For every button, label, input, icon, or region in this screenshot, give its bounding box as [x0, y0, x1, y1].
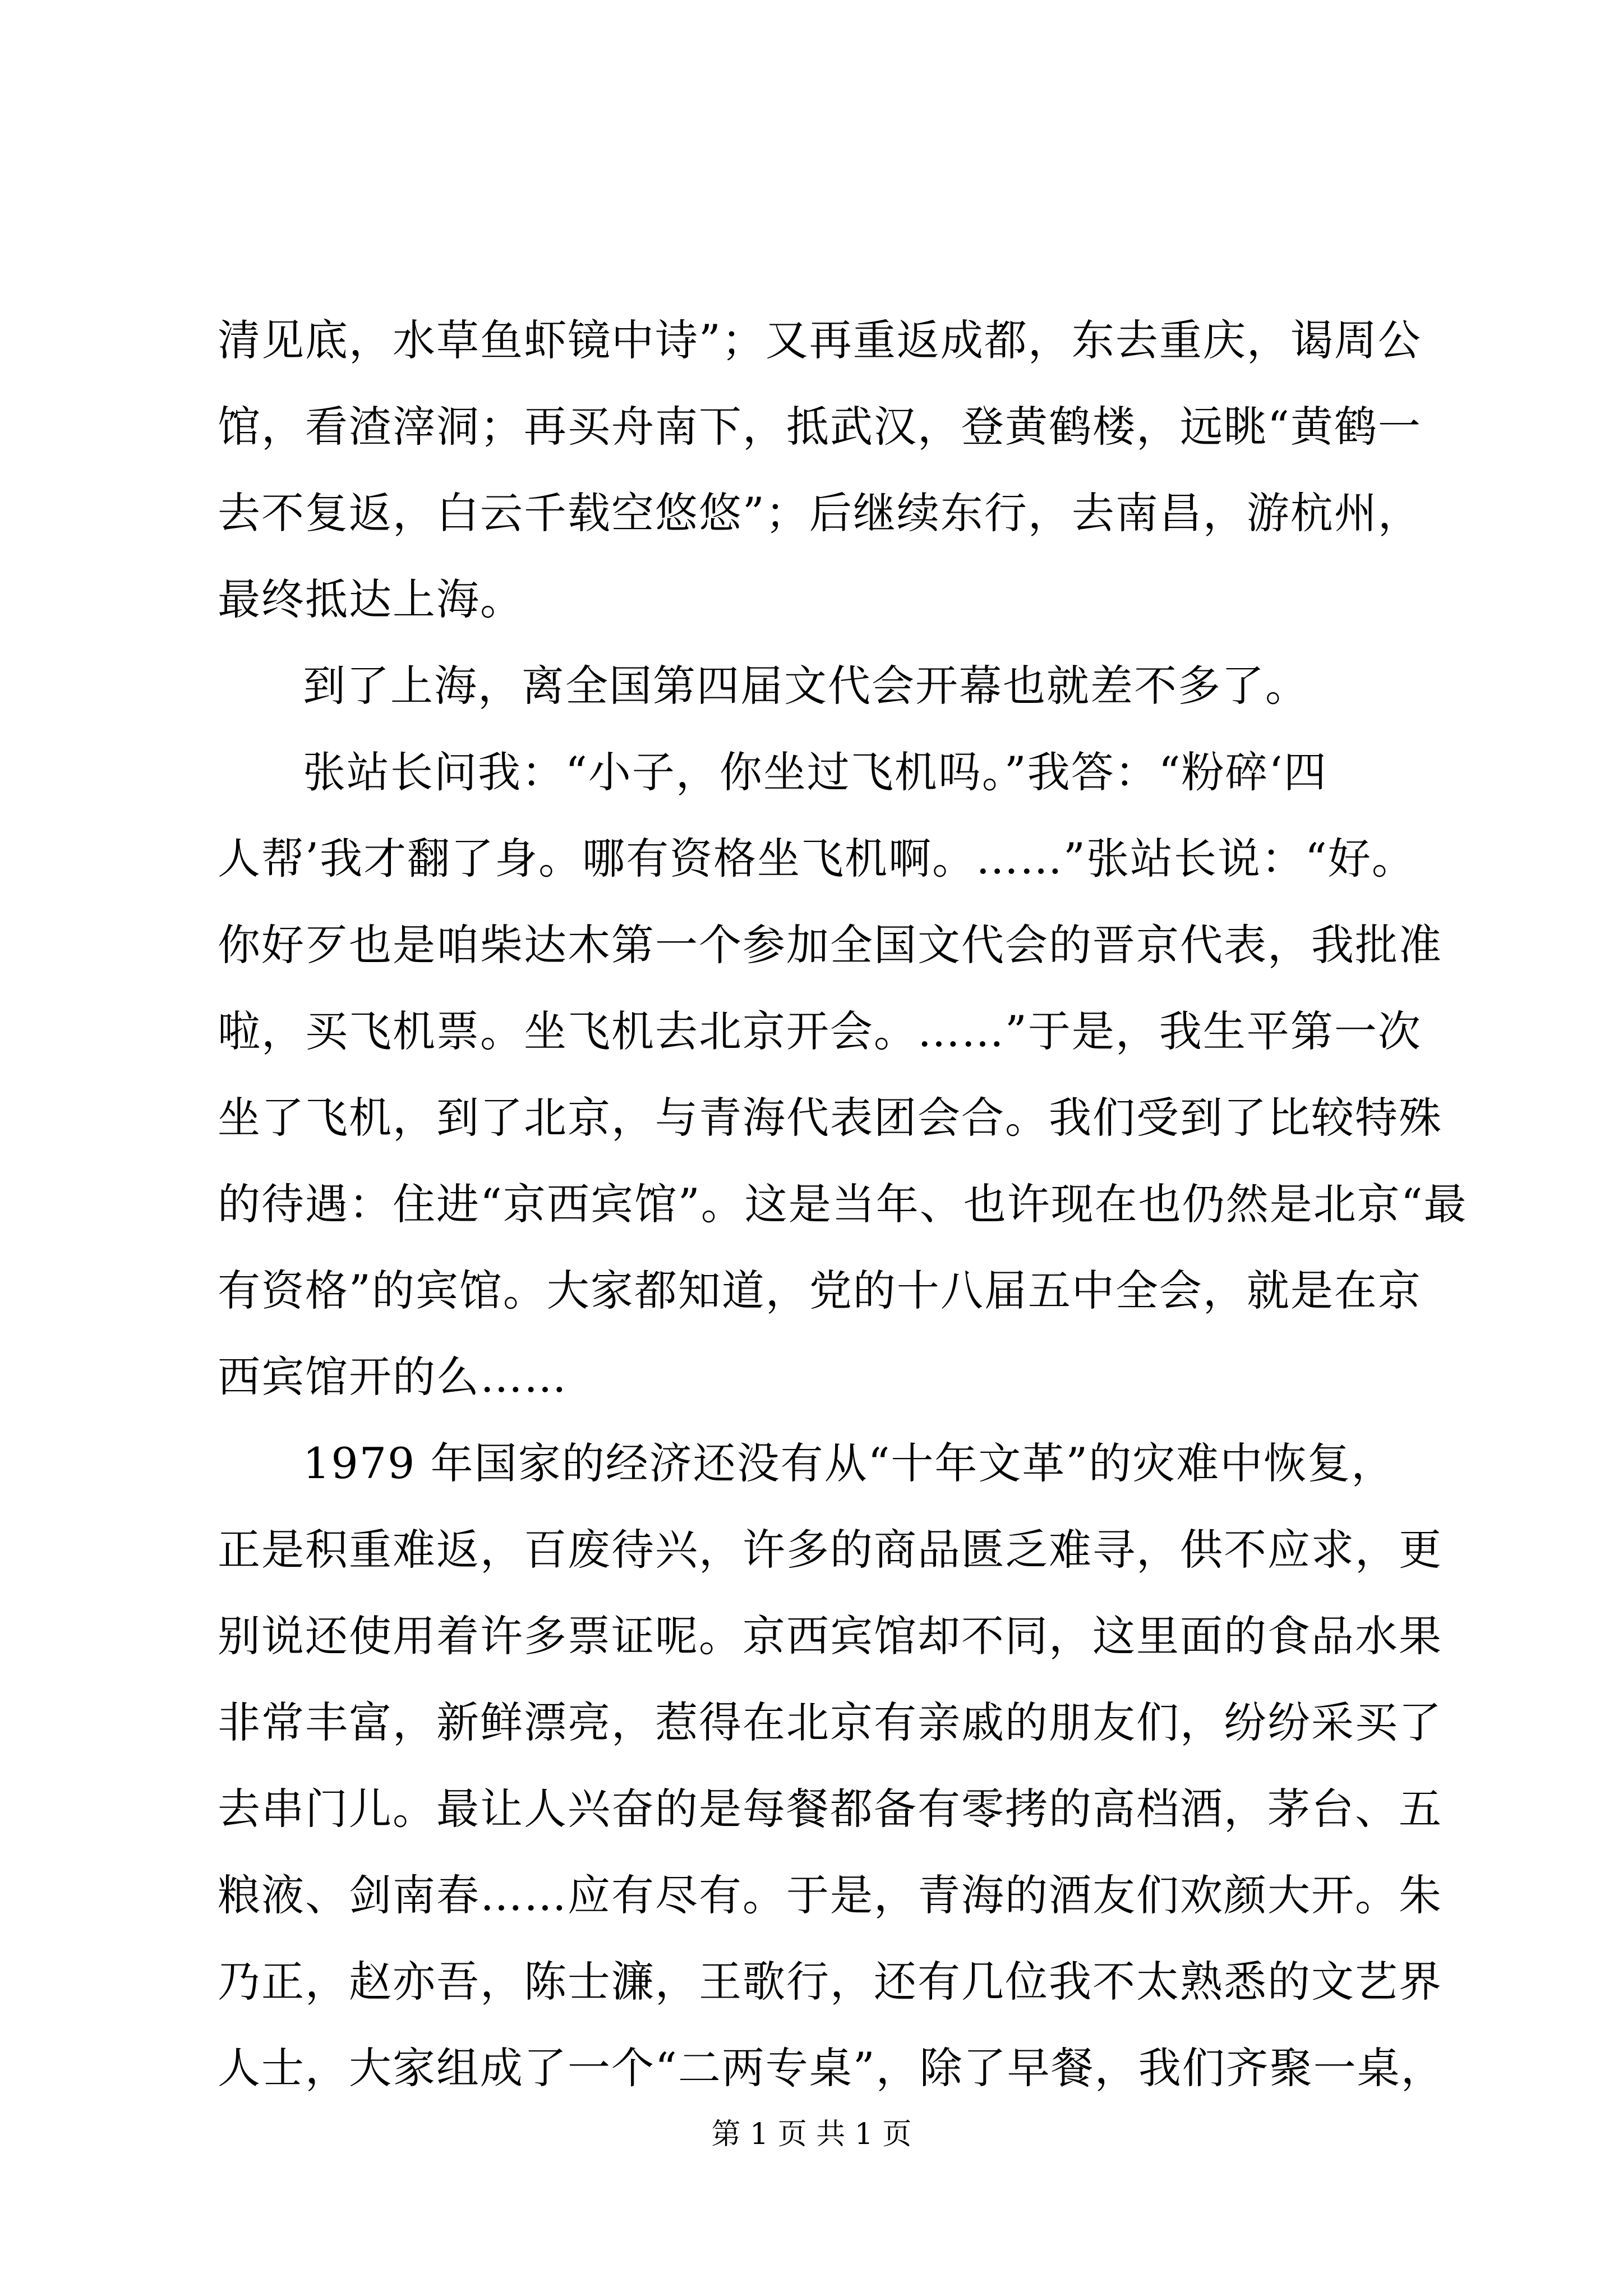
text-line: 人士，大家组成了一个“二两专桌”，除了早餐，我们齐聚一桌，	[218, 2043, 1445, 2093]
text-line: 粮液、剑南春……应有尽有。于是，青海的酒友们欢颜大开。朱	[218, 1870, 1442, 1920]
text-line: 坐了飞机，到了北京，与青海代表团会合。我们受到了比较特殊	[218, 1093, 1442, 1143]
text-line: 你好歹也是咱柴达木第一个参加全国文代会的晋京代表，我批准	[218, 920, 1442, 970]
paragraph-start-line: 张站长问我：“小子，你坐过飞机吗。”我答：“粉碎‘四	[303, 747, 1327, 797]
page-number: 第 1 页 共 1 页	[711, 2118, 912, 2151]
paragraph-start-line: 1979 年国家的经济还没有从“十年文革”的灾难中恢复，	[303, 1438, 1395, 1488]
body-text	[218, 297, 1468, 2111]
page-footer	[0, 2115, 1623, 2154]
text-line: 乃正，赵亦吾，陈士濂，王歌行，还有几位我不太熟悉的文艺界	[218, 1957, 1442, 2007]
text-line: 馆，看渣滓洞；再买舟南下，抵武汉，登黄鹤楼，远眺“黄鹤一	[218, 402, 1422, 452]
text-line: 正是积重难返，百废待兴，许多的商品匮乏难寻，供不应求，更	[218, 1525, 1442, 1575]
text-line: 去串门儿。最让人兴奋的是每餐都备有零拷的高档酒，茅台、五	[218, 1784, 1442, 1834]
text-line: 人帮’我才翻了身。哪有资格坐飞机啊。……”张站长说：“好。	[218, 834, 1415, 884]
text-line: 清见底，水草鱼虾镜中诗”；又再重返成都，东去重庆，谒周公	[218, 315, 1422, 365]
text-line: 啦，买飞机票。坐飞机去北京开会。……”于是，我生平第一次	[218, 1006, 1422, 1056]
text-line: 别说还使用着许多票证呢。京西宾馆却不同，这里面的食品水果	[218, 1611, 1442, 1661]
text-line: 的待遇：住进“京西宾馆”。这是当年、也许现在也仍然是北京“最	[218, 1179, 1468, 1229]
text-line: 最终抵达上海。	[218, 574, 524, 624]
text-line: 去不复返，白云千载空悠悠”；后继续东行，去南昌，游杭州，	[218, 488, 1422, 538]
text-line: 有资格”的宾馆。大家都知道，党的十八届五中全会，就是在京	[218, 1266, 1422, 1315]
text-line: 西宾馆开的么……	[218, 1352, 568, 1402]
paragraph-start-line: 到了上海，离全国第四届文代会开幕也就差不多了。	[303, 661, 1309, 711]
text-line: 非常丰富，新鲜漂亮，惹得在北京有亲戚的朋友们，纷纷采买了	[218, 1697, 1442, 1747]
